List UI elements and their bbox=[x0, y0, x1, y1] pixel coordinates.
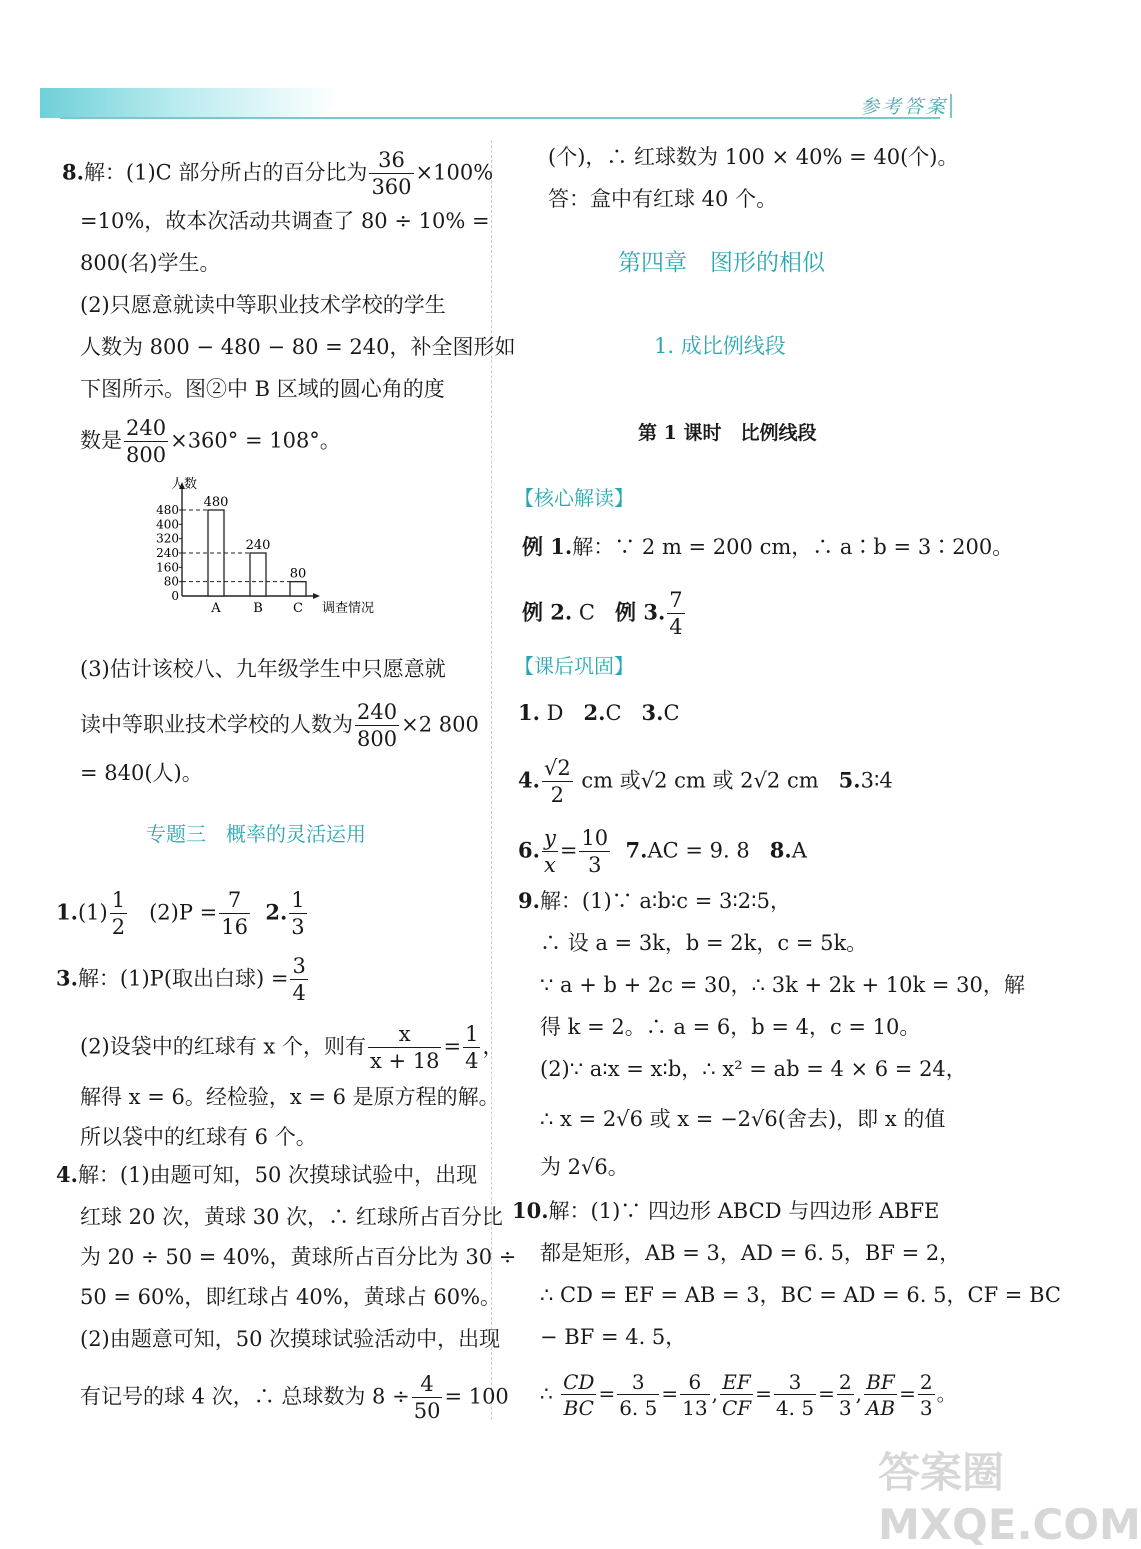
fraction: $\frac{36}{360}$ bbox=[371, 148, 412, 199]
lesson-title: 第 1 课时 比例线段 bbox=[638, 422, 817, 444]
example-2-3: 例 2. C 例 3. $\frac{7}{4}$ bbox=[522, 588, 683, 639]
t3-line-2: (2)设袋中的红球有 x 个，则有 $\frac{x}{x + 18}$ = $\frac{1}{4}$ ， bbox=[80, 1022, 504, 1073]
t4-line-1: 4.解：(1)由题可知，50 次摸球试验中，出现 bbox=[56, 1162, 478, 1187]
q10-line-3: ∴ CD = EF = AB = 3，BC = AD = 6. 5，CF = BC bbox=[540, 1283, 1061, 1307]
answers-1-3: 1. D 2.C 3.C bbox=[518, 700, 680, 725]
fraction: $\frac{10}{3}$ bbox=[581, 826, 609, 877]
t4-line-4: 50 = 60%，即红球占 40%，黄球占 60%。 bbox=[80, 1285, 502, 1309]
header-rule bbox=[60, 117, 940, 119]
fraction: $\frac{2}{3}$ bbox=[919, 1370, 933, 1420]
t3-line-1: 3.解：(1)P(取出白球) = $\frac{3}{4}$ bbox=[56, 954, 306, 1005]
q9-line-6: ∴ x = 2√6 或 x = −2√6(舍去)，即 x 的值 bbox=[540, 1107, 946, 1131]
q9-line-5: (2)∵ a∶x = x∶b，∴ x² = ab = 4 × 6 = 24， bbox=[540, 1057, 967, 1081]
y-tick-label: 240 bbox=[156, 546, 179, 560]
x-axis-arrow bbox=[313, 593, 320, 599]
example-1: 例 1.解：∵ 2 m = 200 cm，∴ a∶b = 3∶200。 bbox=[522, 534, 1014, 559]
q9-line-7: 为 2√6。 bbox=[540, 1155, 629, 1179]
fraction: $\frac{6}{13}$ bbox=[682, 1370, 708, 1420]
q8-line-9: 读中等职业技术学校的人数为 $\frac{240}{800}$ ×2 800 bbox=[80, 700, 479, 751]
fraction: $\frac{3}{6. 5}$ bbox=[619, 1370, 658, 1420]
x-tick-label: C bbox=[293, 601, 303, 616]
t4-line-6: 有记号的球 4 次，∴ 总球数为 8 ÷ $\frac{4}{50}$ = 100 bbox=[80, 1372, 509, 1423]
y-tick-label: 80 bbox=[163, 574, 179, 589]
x-tick-label: A bbox=[211, 601, 221, 616]
q10-line-4: − BF = 4. 5， bbox=[540, 1325, 687, 1349]
q8-line-7: 数是 $\frac{240}{800}$ ×360° = 108°。 bbox=[80, 416, 341, 467]
header-decoration bbox=[40, 88, 340, 118]
fraction: $\frac{1}{2}$ bbox=[111, 888, 126, 939]
fraction: $\frac{√2}{2}$ bbox=[543, 756, 571, 807]
y-axis-label: 人数 bbox=[170, 477, 198, 492]
q9-line-2: ∴ 设 a = 3k，b = 2k，c = 5k。 bbox=[540, 931, 868, 955]
y-tick-label: 0 bbox=[171, 589, 179, 603]
fraction: $\frac{BF}{AB}$ bbox=[865, 1370, 896, 1420]
q8-line-4: (2)只愿意就读中等职业技术学校的学生 bbox=[80, 293, 446, 317]
x-tick-label: B bbox=[253, 601, 263, 616]
y-tick-label: 320 bbox=[156, 531, 179, 546]
q8-line-1: 8.解：(1)C 部分所占的百分比为 $\frac{36}{360}$ ×100% bbox=[62, 148, 494, 199]
q8-line-5: 人数为 800 − 480 − 80 = 240，补全图形如 bbox=[80, 335, 516, 359]
q8-line-8: (3)估计该校八、九年级学生中只愿意就 bbox=[80, 657, 446, 681]
y-tick-label: 400 bbox=[156, 517, 179, 532]
fraction: $\frac{4}{50}$ bbox=[413, 1372, 441, 1423]
cont-line-2: 答：盒中有红球 40 个。 bbox=[548, 187, 778, 211]
q10-line-2: 都是矩形，AB = 3，AD = 6. 5，BF = 2， bbox=[540, 1241, 961, 1265]
t1-line: 1.(1) $\frac{1}{2}$ (2)P = $\frac{7}{16}$ 2. $\frac{1}{3}$ bbox=[56, 888, 305, 939]
t4-line-3: 为 20 ÷ 50 = 40%，黄球所占百分比为 30 ÷ bbox=[80, 1245, 517, 1269]
q8-line-3: 800(名)学生。 bbox=[80, 251, 221, 275]
bar-value-label: 480 bbox=[203, 495, 229, 510]
q9-line-1: 9.解：(1)∵ a∶b∶c = 3∶2∶5， bbox=[518, 888, 791, 913]
y-tick-label: 160 bbox=[156, 560, 179, 575]
fraction: $\frac{CD}{BC}$ bbox=[563, 1370, 595, 1420]
fraction: $\frac{3}{4. 5}$ bbox=[775, 1370, 815, 1420]
fraction: $\frac{1}{3}$ bbox=[291, 888, 305, 939]
q8-line-2: =10%，故本次活动共调查了 80 ÷ 10% = bbox=[80, 209, 490, 233]
q9-line-4: 得 k = 2。∴ a = 6，b = 4，c = 10。 bbox=[540, 1015, 921, 1039]
after-heading: 【课后巩固】 bbox=[514, 654, 634, 678]
q8-line-6: 下图所示。图②中 B 区域的圆心角的度 bbox=[80, 377, 445, 401]
fraction: $\frac{1}{4}$ bbox=[465, 1022, 479, 1073]
y-tick-label: 480 bbox=[156, 503, 179, 517]
t3-line-3: 解得 x = 6。经检验，x = 6 是原方程的解。 bbox=[80, 1085, 500, 1109]
answers-4-5: 4. $\frac{√2}{2}$ cm 或√2 cm 或 2√2 cm 5.3∶4 bbox=[518, 756, 893, 807]
q10-line-1: 10.解：(1)∵ 四边形 ABCD 与四边形 ABFE bbox=[512, 1198, 940, 1223]
q9-line-3: ∵ a + b + 2c = 30，∴ 3k + 2k + 10k = 30，解 bbox=[540, 973, 1025, 997]
fraction: $\frac{EF}{CF}$ bbox=[721, 1370, 752, 1420]
fraction: $\frac{3}{4}$ bbox=[292, 954, 306, 1005]
fraction: $\frac{7}{4}$ bbox=[669, 588, 683, 639]
cont-line-1: (个)，∴ 红球数为 100 × 40% = 40(个)。 bbox=[548, 145, 959, 169]
bar-value-label: 240 bbox=[245, 538, 271, 553]
fraction: $\frac{x}{x + 18}$ bbox=[369, 1022, 440, 1073]
core-heading: 【核心解读】 bbox=[514, 486, 634, 510]
answers-6-8: 6. $\frac{y}{x}$ = $\frac{10}{3}$ 7.AC = 9. 8 8.A bbox=[518, 826, 807, 877]
t3-line-4: 所以袋中的红球有 6 个。 bbox=[80, 1125, 317, 1149]
t4-line-5: (2)由题意可知，50 次摸球试验活动中，出现 bbox=[80, 1327, 501, 1351]
bar-value-label: 80 bbox=[289, 566, 307, 582]
bar-chart bbox=[150, 476, 400, 626]
header-tick bbox=[950, 94, 952, 118]
fraction: $\frac{2}{3}$ bbox=[838, 1370, 852, 1420]
chapter-title: 第四章 图形的相似 bbox=[618, 250, 825, 276]
fraction: $\frac{y}{x}$ bbox=[543, 826, 556, 877]
q10-line-5: ∴ $\frac{CD}{BC}$ = $\frac{3}{6. 5}$ = $\frac{6}{13}$ , $\frac{EF}{CF}$ = $\frac{3}{4. 5}$ = $\frac{2}{3}$ , $\frac{BF}{AB}$ = $\frac{2}{3}$ 。 bbox=[540, 1370, 957, 1420]
watermark: 答案圈 MXQE.COM bbox=[878, 1448, 1141, 1549]
topic-title: 专题三 概率的灵活运用 bbox=[146, 822, 366, 846]
fraction: $\frac{240}{800}$ bbox=[357, 700, 398, 751]
fraction: $\frac{7}{16}$ bbox=[221, 888, 248, 939]
fraction: $\frac{240}{800}$ bbox=[126, 416, 167, 467]
t4-line-2: 红球 20 次，黄球 30 次，∴ 红球所占百分比 bbox=[80, 1205, 503, 1229]
bar-C bbox=[290, 582, 306, 596]
header-title: 参考答案 bbox=[859, 96, 948, 118]
section-title: 1. 成比例线段 bbox=[654, 334, 786, 358]
q8-line-10: = 840(人)。 bbox=[80, 761, 203, 785]
bar-B bbox=[250, 553, 266, 596]
x-axis-label: 调查情况 bbox=[322, 601, 375, 616]
